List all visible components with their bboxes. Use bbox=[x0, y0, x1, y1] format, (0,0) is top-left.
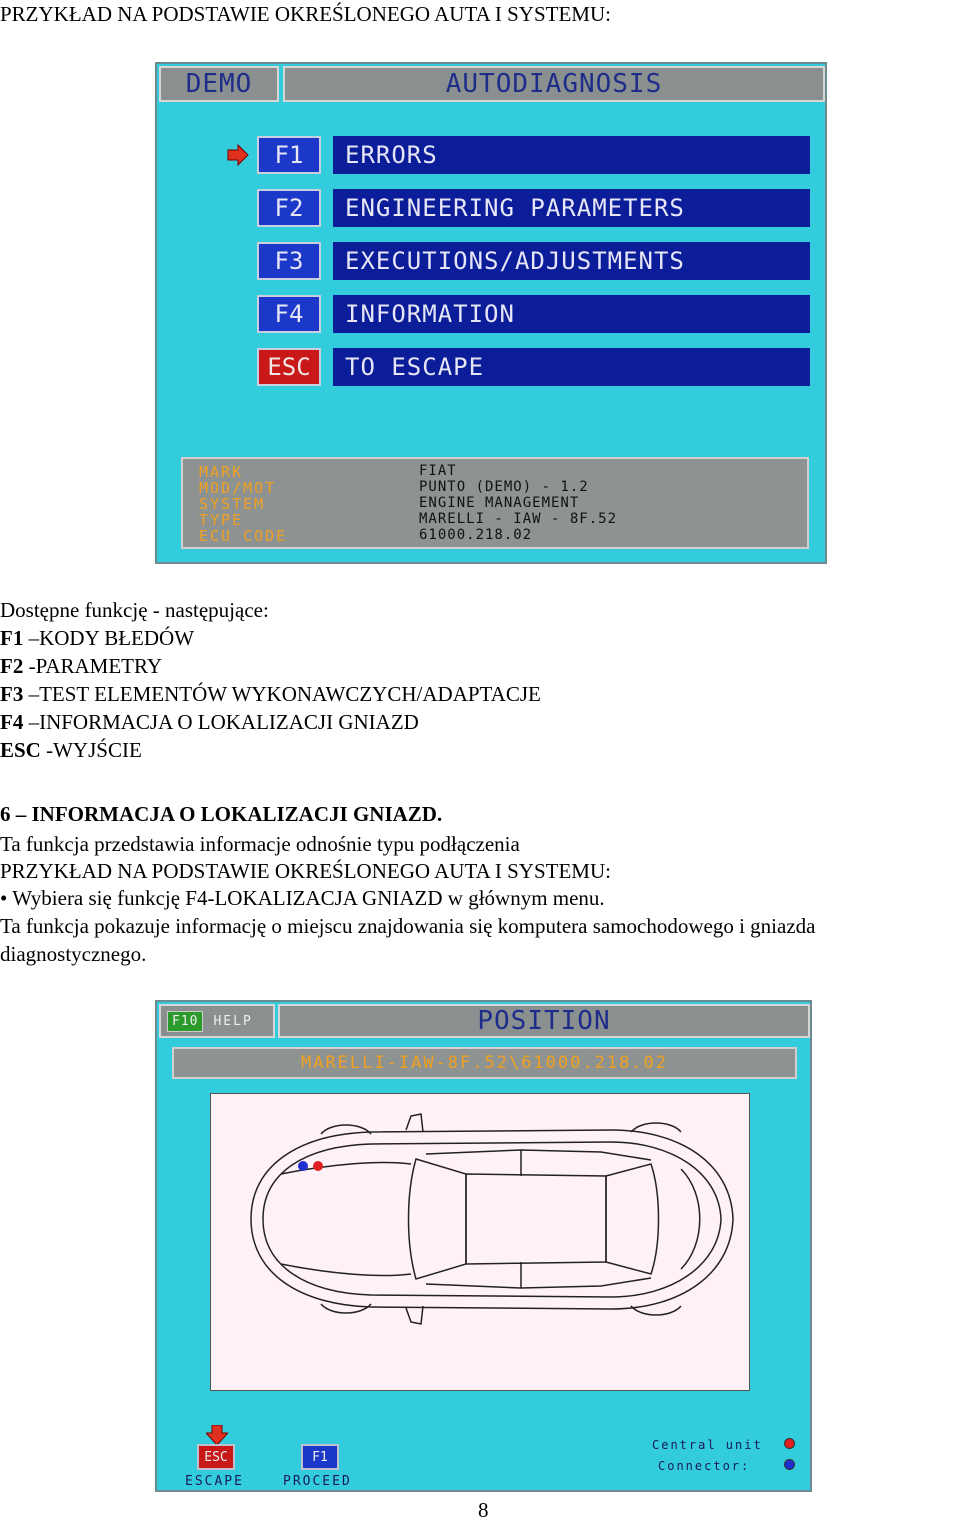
info-label: MARK bbox=[199, 463, 244, 481]
info-label: SYSTEM bbox=[199, 495, 266, 513]
menu-item-executions[interactable] bbox=[257, 242, 812, 280]
info-value: MARELLI - IAW - 8F.52 bbox=[419, 511, 618, 527]
info-label: MOD/MOT bbox=[199, 479, 277, 497]
esc-button-label: ESCAPE bbox=[185, 1474, 244, 1489]
vehicle-info-panel bbox=[181, 457, 809, 549]
function-text: –INFORMACJA O LOKALIZACJI GNIAZD bbox=[28, 710, 419, 734]
section-title: 6 – INFORMACJA O LOKALIZACJI GNIAZD. bbox=[0, 802, 443, 826]
connector-dot bbox=[784, 1459, 795, 1470]
central-unit-dot bbox=[784, 1438, 795, 1449]
f10-key[interactable]: F10 bbox=[167, 1011, 203, 1032]
central-unit-marker bbox=[313, 1161, 323, 1171]
proceed-label: PROCEED bbox=[283, 1474, 352, 1489]
function-key: F2 bbox=[0, 654, 24, 678]
demo-label: DEMO bbox=[159, 66, 279, 102]
section-bullet: • Wybiera się funkcję F4-LOKALIZACJA GNIAZD w głównym menu. bbox=[0, 886, 605, 910]
position-screen bbox=[155, 1000, 812, 1492]
connector-marker bbox=[298, 1161, 308, 1171]
autodiagnosis-screen bbox=[155, 62, 827, 564]
menu-label[interactable]: ENGINEERING PARAMETERS bbox=[333, 189, 810, 227]
help-bar[interactable] bbox=[159, 1004, 275, 1038]
f4-key[interactable]: F4 bbox=[257, 295, 321, 333]
info-value: FIAT bbox=[419, 463, 457, 479]
menu-label[interactable]: ERRORS bbox=[333, 136, 810, 174]
info-label: ECU CODE bbox=[199, 527, 288, 545]
menu-item-errors[interactable] bbox=[257, 136, 812, 174]
legend-central-unit: Central unit bbox=[652, 1438, 763, 1452]
heading-top: PRZYKŁAD NA PODSTAWIE OKREŚLONEGO AUTA I SYSTEMU: bbox=[0, 2, 611, 26]
screen-title: AUTODIAGNOSIS bbox=[283, 66, 825, 102]
function-key: F4 bbox=[0, 710, 24, 734]
function-key: ESC bbox=[0, 738, 41, 762]
info-label: TYPE bbox=[199, 511, 244, 529]
screen-title: POSITION bbox=[278, 1004, 810, 1038]
menu-label[interactable]: EXECUTIONS/ADJUSTMENTS bbox=[333, 242, 810, 280]
function-line bbox=[0, 624, 194, 652]
function-text: –TEST ELEMENTÓW WYKONAWCZYCH/ADAPTACJE bbox=[28, 682, 541, 706]
car-top-view-icon bbox=[211, 1094, 749, 1390]
function-key: F3 bbox=[0, 682, 24, 706]
esc-button[interactable]: ESC bbox=[197, 1444, 235, 1470]
menu-label[interactable]: TO ESCAPE bbox=[333, 348, 810, 386]
function-line bbox=[0, 708, 419, 736]
ecu-path: MARELLI-IAW-8F.52\61000.218.02 bbox=[172, 1047, 797, 1079]
info-value: PUNTO (DEMO) - 1.2 bbox=[419, 479, 589, 495]
function-line bbox=[0, 736, 142, 764]
help-label: HELP bbox=[213, 1013, 253, 1029]
section-line: Ta funkcja przedstawia informacje odnośnie typu podłączenia bbox=[0, 832, 520, 856]
f1-proceed-button[interactable]: F1 bbox=[301, 1444, 339, 1470]
menu-item-escape[interactable] bbox=[257, 348, 812, 386]
f3-key[interactable]: F3 bbox=[257, 242, 321, 280]
menu-item-engineering-parameters[interactable] bbox=[257, 189, 812, 227]
car-diagram bbox=[210, 1093, 750, 1391]
info-value: 61000.218.02 bbox=[419, 527, 533, 543]
function-text: –KODY BŁEDÓW bbox=[28, 626, 195, 650]
functions-intro: Dostępne funkcję - następujące: bbox=[0, 598, 269, 622]
function-line bbox=[0, 680, 541, 708]
f1-key[interactable]: F1 bbox=[257, 136, 321, 174]
function-line bbox=[0, 652, 162, 680]
page-number: 8 bbox=[478, 1498, 489, 1522]
f2-key[interactable]: F2 bbox=[257, 189, 321, 227]
section-line: PRZYKŁAD NA PODSTAWIE OKREŚLONEGO AUTA I SYSTEMU: bbox=[0, 859, 611, 883]
function-text: -PARAMETRY bbox=[28, 654, 163, 678]
legend-connector: Connector: bbox=[658, 1459, 751, 1473]
section-line: diagnostycznego. bbox=[0, 942, 147, 966]
section-line: Ta funkcja pokazuje informację o miejscu znajdowania się komputera samochodowego i gniazda bbox=[0, 914, 816, 938]
selection-arrow-icon bbox=[227, 144, 249, 166]
down-arrow-icon bbox=[206, 1425, 228, 1445]
function-text: -WYJŚCIE bbox=[46, 738, 142, 762]
esc-key[interactable]: ESC bbox=[257, 348, 321, 386]
info-value: ENGINE MANAGEMENT bbox=[419, 495, 580, 511]
menu-item-information[interactable] bbox=[257, 295, 812, 333]
menu-label[interactable]: INFORMATION bbox=[333, 295, 810, 333]
function-key: F1 bbox=[0, 626, 24, 650]
